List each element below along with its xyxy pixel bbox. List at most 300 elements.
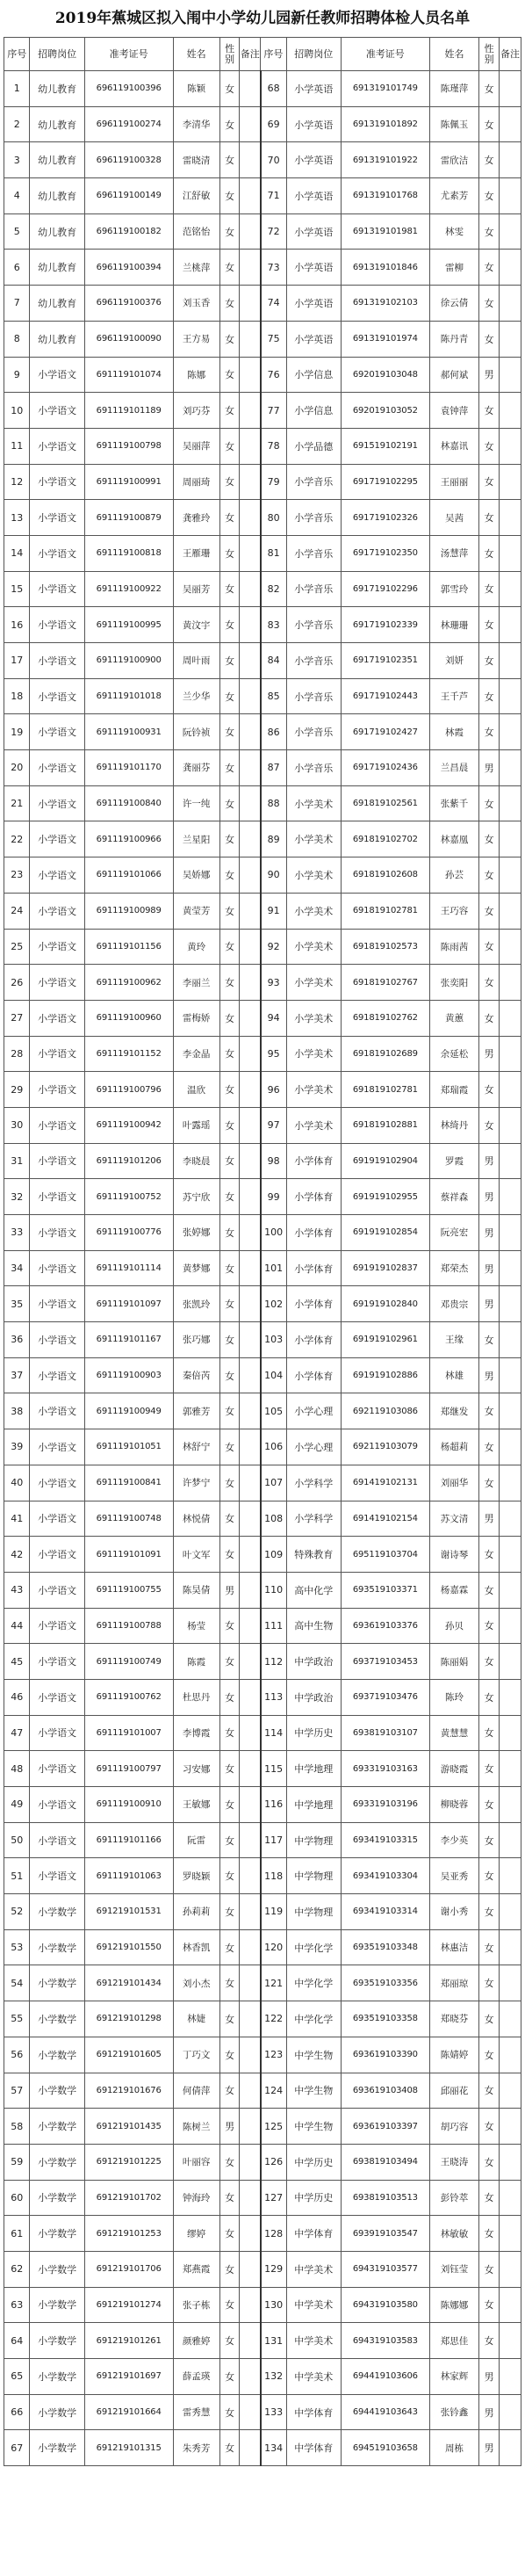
cell-name: 陈玲 (429, 1679, 479, 1715)
cell-no: 71 (261, 178, 286, 214)
cell-note (240, 571, 261, 607)
cell-post: 小学语文 (30, 1107, 84, 1143)
cell-gender: 女 (219, 643, 240, 679)
candidate-table (4, 37, 521, 2466)
cell-note (499, 1143, 521, 1179)
cell-ticket: 693719103453 (341, 1644, 429, 1680)
cell-no: 48 (4, 1751, 30, 1787)
cell-no: 36 (4, 1322, 30, 1358)
cell-ticket: 692119103079 (341, 1429, 429, 1465)
table-row (4, 2287, 521, 2323)
cell-name: 袁钟萍 (429, 393, 479, 429)
cell-post: 小学美术 (286, 857, 341, 894)
cell-gender: 女 (219, 321, 240, 357)
table-row (4, 2430, 521, 2466)
cell-no: 97 (261, 1107, 286, 1143)
cell-post: 中学化学 (286, 2001, 341, 2037)
cell-gender: 女 (479, 785, 500, 821)
cell-no: 58 (4, 2109, 30, 2145)
cell-name: 李博霞 (173, 1715, 219, 1751)
cell-post: 小学数学 (30, 2180, 84, 2216)
cell-no: 115 (261, 1751, 286, 1787)
cell-post: 幼儿教育 (30, 106, 84, 142)
cell-no: 79 (261, 464, 286, 500)
cell-ticket: 691219101434 (84, 1965, 173, 2001)
cell-gender: 女 (479, 393, 500, 429)
cell-post: 高中生物 (286, 1608, 341, 1644)
cell-gender: 女 (219, 2251, 240, 2287)
cell-no: 8 (4, 321, 30, 357)
cell-name: 周栋 (429, 2430, 479, 2466)
cell-ticket: 692119103086 (341, 1393, 429, 1429)
cell-gender: 男 (479, 1143, 500, 1179)
cell-note (240, 1143, 261, 1179)
cell-note (499, 2180, 521, 2216)
cell-note (499, 250, 521, 286)
cell-note (240, 2216, 261, 2252)
cell-note (240, 1322, 261, 1358)
cell-post: 中学历史 (286, 2180, 341, 2216)
cell-note (240, 1679, 261, 1715)
cell-ticket: 691919102837 (341, 1250, 429, 1286)
cell-no: 62 (4, 2251, 30, 2287)
table-row (4, 1644, 521, 1680)
header-ticket: 准考证号 (341, 38, 429, 71)
cell-name: 黄莹芳 (173, 893, 219, 929)
cell-name: 吴茜 (429, 500, 479, 536)
cell-post: 中学美术 (286, 2323, 341, 2359)
cell-note (240, 929, 261, 965)
cell-ticket: 691119100748 (84, 1501, 173, 1537)
cell-ticket: 691219101676 (84, 2073, 173, 2109)
cell-gender: 女 (479, 821, 500, 857)
cell-ticket: 691319101981 (341, 213, 429, 250)
cell-note (240, 714, 261, 750)
cell-ticket: 691119101097 (84, 1286, 173, 1322)
cell-no: 69 (261, 106, 286, 142)
table-row (4, 785, 521, 821)
cell-no: 114 (261, 1715, 286, 1751)
table-row (4, 2216, 521, 2252)
cell-gender: 女 (479, 1572, 500, 1608)
cell-post: 中学生物 (286, 2037, 341, 2073)
table-row (4, 1465, 521, 1501)
cell-note (499, 535, 521, 571)
cell-post: 小学科学 (286, 1501, 341, 1537)
table-row (4, 1715, 521, 1751)
cell-post: 小学美术 (286, 1107, 341, 1143)
cell-note (240, 2430, 261, 2466)
cell-gender: 女 (479, 1894, 500, 1930)
cell-note (240, 250, 261, 286)
cell-ticket: 691119100762 (84, 1679, 173, 1715)
cell-gender: 女 (219, 213, 240, 250)
cell-name: 苏宁欣 (173, 1179, 219, 1215)
cell-gender: 女 (479, 1679, 500, 1715)
cell-gender: 女 (479, 893, 500, 929)
cell-note (240, 607, 261, 643)
cell-no: 86 (261, 714, 286, 750)
cell-ticket: 691419102154 (341, 1501, 429, 1537)
cell-no: 70 (261, 142, 286, 178)
cell-name: 余延松 (429, 1036, 479, 1072)
cell-no: 123 (261, 2037, 286, 2073)
cell-post: 幼儿教育 (30, 142, 84, 178)
cell-post: 小学英语 (286, 106, 341, 142)
cell-name: 罗霞 (429, 1143, 479, 1179)
cell-note (499, 821, 521, 857)
cell-no: 74 (261, 286, 286, 322)
cell-gender: 女 (219, 893, 240, 929)
cell-post: 小学语文 (30, 428, 84, 464)
header-no: 序号 (261, 38, 286, 71)
cell-note (499, 1072, 521, 1108)
cell-ticket: 693919103547 (341, 2216, 429, 2252)
cell-post: 小学数学 (30, 2073, 84, 2109)
cell-no: 63 (4, 2287, 30, 2323)
cell-name: 陈娜 (173, 357, 219, 393)
cell-gender: 女 (479, 1465, 500, 1501)
cell-ticket: 693619103390 (341, 2037, 429, 2073)
cell-note (240, 2109, 261, 2145)
header-no: 序号 (4, 38, 30, 71)
cell-post: 小学美术 (286, 785, 341, 821)
cell-note (499, 2430, 521, 2466)
cell-name: 林绮丹 (429, 1107, 479, 1143)
cell-gender: 女 (479, 1107, 500, 1143)
cell-note (499, 393, 521, 429)
cell-post: 小学语文 (30, 714, 84, 750)
cell-note (240, 178, 261, 214)
cell-gender: 女 (219, 1322, 240, 1358)
cell-gender: 男 (479, 1357, 500, 1393)
cell-name: 陈瑾萍 (429, 71, 479, 107)
cell-post: 幼儿教育 (30, 321, 84, 357)
cell-note (240, 1751, 261, 1787)
cell-post: 小学美术 (286, 1072, 341, 1108)
cell-note (499, 1501, 521, 1537)
cell-no: 12 (4, 464, 30, 500)
cell-post: 小学音乐 (286, 678, 341, 714)
cell-post: 中学历史 (286, 1715, 341, 1751)
cell-post: 小学数学 (30, 1894, 84, 1930)
cell-name: 林珊珊 (429, 607, 479, 643)
cell-gender: 女 (219, 1072, 240, 1108)
cell-gender: 女 (219, 571, 240, 607)
cell-post: 小学语文 (30, 1751, 84, 1787)
cell-name: 谢小秀 (429, 1894, 479, 1930)
cell-no: 106 (261, 1429, 286, 1465)
table-row (4, 1537, 521, 1573)
header-name: 姓名 (173, 38, 219, 71)
cell-name: 张婷娜 (173, 1215, 219, 1251)
table-body (4, 71, 521, 2466)
cell-note (240, 1215, 261, 1251)
cell-no: 18 (4, 678, 30, 714)
cell-no: 27 (4, 1000, 30, 1036)
cell-ticket: 691319101749 (341, 71, 429, 107)
cell-ticket: 693419103314 (341, 1894, 429, 1930)
cell-post: 高中化学 (286, 1572, 341, 1608)
cell-note (240, 1644, 261, 1680)
cell-name: 李少英 (429, 1822, 479, 1858)
table-row (4, 2323, 521, 2359)
cell-name: 邓贵宗 (429, 1286, 479, 1322)
cell-no: 89 (261, 821, 286, 857)
table-row (4, 500, 521, 536)
table-row (4, 1143, 521, 1179)
table-row (4, 893, 521, 929)
cell-note (240, 1822, 261, 1858)
cell-post: 小学数学 (30, 2144, 84, 2180)
cell-post: 小学美术 (286, 893, 341, 929)
cell-gender: 女 (219, 1179, 240, 1215)
cell-ticket: 691119100922 (84, 571, 173, 607)
cell-name: 张奕阳 (429, 965, 479, 1001)
cell-ticket: 691219101274 (84, 2287, 173, 2323)
cell-ticket: 694419103643 (341, 2394, 429, 2430)
cell-post: 小学语文 (30, 535, 84, 571)
table-row (4, 1929, 521, 1965)
cell-note (499, 714, 521, 750)
cell-no: 127 (261, 2180, 286, 2216)
cell-post: 小学心理 (286, 1429, 341, 1465)
cell-post: 小学数学 (30, 2394, 84, 2430)
cell-gender: 女 (219, 2073, 240, 2109)
cell-ticket: 691219101298 (84, 2001, 173, 2037)
table-row (4, 1215, 521, 1251)
cell-gender: 女 (219, 1929, 240, 1965)
cell-gender: 女 (479, 1537, 500, 1573)
cell-gender: 女 (219, 607, 240, 643)
cell-ticket: 691719102427 (341, 714, 429, 750)
cell-gender: 女 (479, 500, 500, 536)
cell-name: 刘钰莹 (429, 2251, 479, 2287)
cell-no: 103 (261, 1322, 286, 1358)
cell-note (240, 1072, 261, 1108)
cell-post: 小学语文 (30, 929, 84, 965)
table-row (4, 2394, 521, 2430)
cell-no: 21 (4, 785, 30, 821)
cell-gender: 女 (479, 213, 500, 250)
cell-ticket: 691219101702 (84, 2180, 173, 2216)
cell-post: 小学语文 (30, 500, 84, 536)
cell-no: 59 (4, 2144, 30, 2180)
cell-ticket: 691219101261 (84, 2323, 173, 2359)
cell-name: 苏文清 (429, 1501, 479, 1537)
cell-ticket: 691119100949 (84, 1393, 173, 1429)
cell-note (499, 857, 521, 894)
cell-name: 孙芸 (429, 857, 479, 894)
cell-ticket: 691119100776 (84, 1215, 173, 1251)
cell-gender: 女 (479, 714, 500, 750)
cell-ticket: 691119101206 (84, 1143, 173, 1179)
cell-name: 颜雅婷 (173, 2323, 219, 2359)
cell-no: 121 (261, 1965, 286, 2001)
cell-name: 彭铃萃 (429, 2180, 479, 2216)
cell-note (240, 500, 261, 536)
cell-ticket: 691319101846 (341, 250, 429, 286)
table-row (4, 1107, 521, 1143)
cell-ticket: 691119100995 (84, 607, 173, 643)
cell-post: 小学英语 (286, 178, 341, 214)
cell-no: 118 (261, 1858, 286, 1894)
cell-gender: 女 (219, 1143, 240, 1179)
cell-no: 25 (4, 929, 30, 965)
cell-note (499, 1929, 521, 1965)
cell-ticket: 691119100749 (84, 1644, 173, 1680)
cell-gender: 女 (219, 464, 240, 500)
cell-name: 龚丽芬 (173, 750, 219, 786)
cell-no: 47 (4, 1715, 30, 1751)
cell-no: 125 (261, 2109, 286, 2145)
cell-post: 小学语文 (30, 1322, 84, 1358)
cell-post: 中学美术 (286, 2287, 341, 2323)
cell-note (499, 1250, 521, 1286)
table-row (4, 1822, 521, 1858)
cell-ticket: 691919102840 (341, 1286, 429, 1322)
cell-name: 林悦倩 (173, 1501, 219, 1537)
cell-note (240, 1537, 261, 1573)
cell-ticket: 691819102561 (341, 785, 429, 821)
cell-post: 小学语文 (30, 1644, 84, 1680)
cell-ticket: 691219101435 (84, 2109, 173, 2145)
cell-note (240, 1179, 261, 1215)
cell-post: 小学数学 (30, 2001, 84, 2037)
cell-name: 许一纯 (173, 785, 219, 821)
cell-name: 林雄 (429, 1357, 479, 1393)
cell-ticket: 693819103494 (341, 2144, 429, 2180)
cell-ticket: 691119100755 (84, 1572, 173, 1608)
cell-post: 中学生物 (286, 2109, 341, 2145)
table-row (4, 393, 521, 429)
cell-gender: 女 (219, 1644, 240, 1680)
cell-ticket: 692019103048 (341, 357, 429, 393)
cell-no: 88 (261, 785, 286, 821)
cell-note (499, 893, 521, 929)
cell-name: 张钤鑫 (429, 2394, 479, 2430)
cell-note (240, 1250, 261, 1286)
table-row (4, 607, 521, 643)
table-row (4, 250, 521, 286)
table-row (4, 1322, 521, 1358)
cell-ticket: 691819102608 (341, 857, 429, 894)
cell-post: 小学数学 (30, 1929, 84, 1965)
cell-post: 小学语文 (30, 643, 84, 679)
cell-gender: 男 (479, 1215, 500, 1251)
cell-no: 98 (261, 1143, 286, 1179)
cell-no: 44 (4, 1608, 30, 1644)
cell-no: 113 (261, 1679, 286, 1715)
cell-ticket: 693619103376 (341, 1608, 429, 1644)
cell-note (499, 1429, 521, 1465)
cell-ticket: 691919102904 (341, 1143, 429, 1179)
cell-ticket: 696119100376 (84, 286, 173, 322)
cell-ticket: 691719102296 (341, 571, 429, 607)
cell-ticket: 691119100960 (84, 1000, 173, 1036)
cell-note (240, 1572, 261, 1608)
cell-post: 幼儿教育 (30, 178, 84, 214)
cell-note (240, 643, 261, 679)
cell-gender: 女 (219, 357, 240, 393)
cell-note (499, 142, 521, 178)
table-row (4, 1250, 521, 1286)
cell-note (499, 1608, 521, 1644)
cell-no: 82 (261, 571, 286, 607)
cell-note (240, 2394, 261, 2430)
cell-name: 林雯 (429, 213, 479, 250)
cell-note (499, 357, 521, 393)
cell-ticket: 691319101922 (341, 142, 429, 178)
cell-post: 小学音乐 (286, 535, 341, 571)
cell-no: 31 (4, 1143, 30, 1179)
cell-name: 兰桃萍 (173, 250, 219, 286)
cell-no: 10 (4, 393, 30, 429)
cell-gender: 女 (479, 2109, 500, 2145)
cell-gender: 女 (219, 535, 240, 571)
cell-no: 50 (4, 1822, 30, 1858)
cell-name: 兰少华 (173, 678, 219, 714)
cell-name: 何倩萍 (173, 2073, 219, 2109)
table-row (4, 1286, 521, 1322)
cell-gender: 女 (479, 571, 500, 607)
cell-ticket: 691319101768 (341, 178, 429, 214)
cell-gender: 女 (219, 1715, 240, 1751)
cell-post: 小学音乐 (286, 464, 341, 500)
cell-gender: 女 (479, 857, 500, 894)
cell-no: 94 (261, 1000, 286, 1036)
cell-no: 35 (4, 1286, 30, 1322)
cell-gender: 男 (479, 1179, 500, 1215)
cell-note (499, 678, 521, 714)
cell-note (499, 2323, 521, 2359)
cell-ticket: 691219101531 (84, 1894, 173, 1930)
cell-gender: 女 (479, 1644, 500, 1680)
cell-no: 68 (261, 71, 286, 107)
cell-name: 郑晓芬 (429, 2001, 479, 2037)
cell-gender: 女 (479, 2073, 500, 2109)
cell-ticket: 691719102326 (341, 500, 429, 536)
cell-note (240, 1393, 261, 1429)
cell-ticket: 693519103356 (341, 1965, 429, 2001)
cell-ticket: 691119100840 (84, 785, 173, 821)
cell-post: 小学语文 (30, 1822, 84, 1858)
cell-ticket: 691119100989 (84, 893, 173, 929)
cell-name: 雷秀慧 (173, 2394, 219, 2430)
cell-ticket: 691119100903 (84, 1357, 173, 1393)
cell-post: 幼儿教育 (30, 286, 84, 322)
cell-name: 陈雨茜 (429, 929, 479, 965)
table-row (4, 464, 521, 500)
cell-note (240, 106, 261, 142)
cell-ticket: 691119101074 (84, 357, 173, 393)
cell-ticket: 691119100910 (84, 1787, 173, 1823)
cell-no: 7 (4, 286, 30, 322)
cell-name: 郝何斌 (429, 357, 479, 393)
cell-post: 小学英语 (286, 71, 341, 107)
cell-no: 102 (261, 1286, 286, 1322)
cell-gender: 女 (479, 535, 500, 571)
cell-name: 陈丹青 (429, 321, 479, 357)
cell-post: 小学美术 (286, 821, 341, 857)
cell-name: 林嘉凰 (429, 821, 479, 857)
cell-note (240, 357, 261, 393)
cell-note (499, 178, 521, 214)
cell-name: 李清华 (173, 106, 219, 142)
cell-name: 阮雷 (173, 1822, 219, 1858)
cell-post: 小学音乐 (286, 607, 341, 643)
cell-post: 小学语文 (30, 785, 84, 821)
